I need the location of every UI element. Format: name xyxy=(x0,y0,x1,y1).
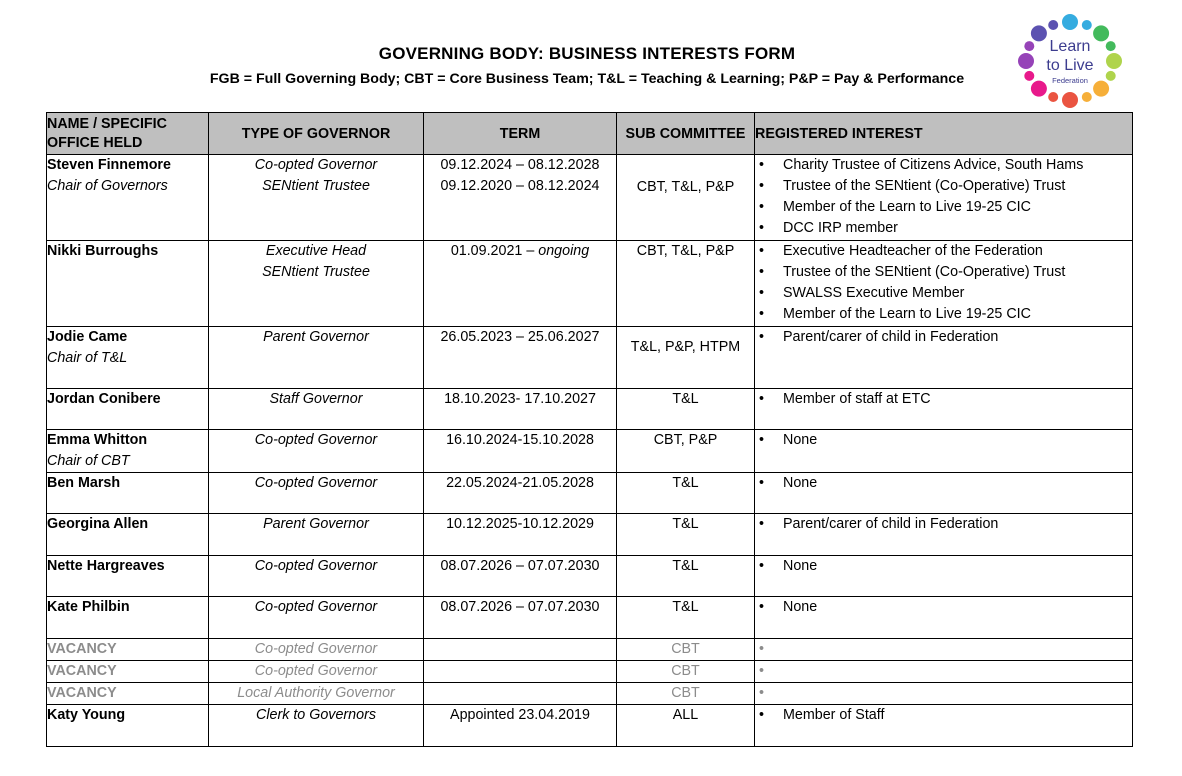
governor-name: Ben Marsh xyxy=(47,475,121,491)
registered-interest-cell xyxy=(755,683,1133,705)
type-cell xyxy=(209,597,424,639)
governor-name: Emma Whitton xyxy=(47,432,148,448)
vacancy-label: VACANCY xyxy=(47,663,117,679)
table-row-vacancy xyxy=(47,639,1133,661)
term-dates: 18.10.2023- 17.10.2027 xyxy=(444,391,596,407)
term-cell xyxy=(424,705,617,747)
svg-text:Federation: Federation xyxy=(1052,76,1088,85)
form-subtitle-legend: FGB = Full Governing Body; CBT = Core Business Team; T&L = Teaching & Learning; P&P = Pay & Performance xyxy=(209,71,965,87)
logo-bead xyxy=(1093,81,1109,97)
governor-type: Parent Governor xyxy=(263,516,369,532)
governor-name: Kate Philbin xyxy=(47,599,130,615)
sub-committee-cell xyxy=(617,155,755,241)
table-row xyxy=(47,705,1133,747)
registered-interest-cell xyxy=(755,705,1133,747)
name-cell xyxy=(47,639,209,661)
governor-name: Nikki Burroughs xyxy=(47,243,159,259)
sub-committee: CBT xyxy=(671,641,700,657)
table-row xyxy=(47,514,1133,556)
interest-item: • Member of Staff xyxy=(755,705,1132,726)
type-cell xyxy=(209,241,424,327)
term-dates: 08.07.2026 – 07.07.2030 xyxy=(440,599,600,615)
logo-bead xyxy=(1018,53,1034,69)
type-cell xyxy=(209,430,424,473)
sub-committee-cell xyxy=(617,514,755,556)
term-cell xyxy=(424,514,617,556)
governor-name: Jodie Came xyxy=(47,329,128,345)
type-cell xyxy=(209,705,424,747)
name-cell xyxy=(47,556,209,597)
office-held: Chair of CBT xyxy=(47,453,130,469)
sub-committee-cell xyxy=(617,327,755,389)
governor-type: Parent Governor xyxy=(263,329,369,345)
table-row xyxy=(47,473,1133,514)
registered-interest-cell xyxy=(755,389,1133,430)
header-term: TERM xyxy=(424,113,617,155)
term-cell xyxy=(424,597,617,639)
registered-interest-cell xyxy=(755,597,1133,639)
term-dates: 22.05.2024-21.05.2028 xyxy=(446,475,594,491)
sub-committee-cell xyxy=(617,430,755,473)
governor-type: Co-opted Governor xyxy=(254,641,378,657)
interest-item: • None xyxy=(755,556,1132,577)
table-row xyxy=(47,241,1133,327)
registered-interest-cell xyxy=(755,514,1133,556)
interest-item: • Charity Trustee of Citizens Advice, South Hams xyxy=(755,155,1132,176)
governor-type: Co-opted Governor xyxy=(254,558,378,574)
term-cell xyxy=(424,389,617,430)
name-cell xyxy=(47,327,209,389)
name-cell xyxy=(47,155,209,241)
table-row xyxy=(47,155,1133,241)
registered-interest-cell xyxy=(755,556,1133,597)
governor-name: Georgina Allen xyxy=(47,516,149,532)
form-header xyxy=(0,44,1174,87)
type-cell xyxy=(209,155,424,241)
table-row xyxy=(47,430,1133,473)
term-dates: 10.12.2025-10.12.2029 xyxy=(446,516,594,532)
sub-committee: T&L xyxy=(672,391,699,407)
name-cell xyxy=(47,683,209,705)
term-cell xyxy=(424,241,617,327)
term-cell xyxy=(424,327,617,389)
term-cell xyxy=(424,683,617,705)
sub-committee-cell xyxy=(617,473,755,514)
governor-type: Clerk to Governors xyxy=(256,707,376,723)
interest-item: • None xyxy=(755,597,1132,618)
governor-name: Jordan Conibere xyxy=(47,391,161,407)
type-cell xyxy=(209,514,424,556)
interest-item: • DCC IRP member xyxy=(755,218,1132,239)
table-row xyxy=(47,597,1133,639)
term-dates-secondary: 09.12.2020 – 08.12.2024 xyxy=(440,178,600,194)
office-held: Chair of T&L xyxy=(47,350,128,366)
header-registered-interest: REGISTERED INTEREST xyxy=(755,113,1133,155)
logo-bead xyxy=(1062,92,1078,108)
sub-committee-cell xyxy=(617,661,755,683)
sub-committee-cell xyxy=(617,241,755,327)
term-dates: 01.09.2021 – ongoing xyxy=(450,243,590,259)
logo-bead xyxy=(1031,81,1047,97)
sub-committee-cell xyxy=(617,683,755,705)
learn-to-live-federation-logo xyxy=(1018,12,1122,110)
sub-committee: CBT, T&L, P&P xyxy=(636,243,735,259)
interest-item: • Member of staff at ETC xyxy=(755,389,1132,410)
term-cell xyxy=(424,473,617,514)
logo-bead xyxy=(1048,92,1058,102)
sub-committee: T&L xyxy=(672,558,699,574)
governor-type-secondary: SENtient Trustee xyxy=(262,178,370,194)
governor-type-secondary: SENtient Trustee xyxy=(262,264,370,280)
term-dates: 09.12.2024 – 08.12.2028 xyxy=(440,157,600,173)
sub-committee-cell xyxy=(617,556,755,597)
registered-interest-cell xyxy=(755,661,1133,683)
interest-item: • Member of the Learn to Live 19-25 CIC xyxy=(755,197,1132,218)
registered-interest-cell xyxy=(755,155,1133,241)
type-cell xyxy=(209,639,424,661)
type-cell xyxy=(209,556,424,597)
registered-interest-cell xyxy=(755,327,1133,389)
interest-item: • SWALSS Executive Member xyxy=(755,283,1132,304)
term-dates: Appointed 23.04.2019 xyxy=(450,707,590,723)
name-cell xyxy=(47,514,209,556)
table-row-vacancy xyxy=(47,661,1133,683)
interest-item: • Member of the Learn to Live 19-25 CIC xyxy=(755,304,1132,325)
logo-bead xyxy=(1082,20,1092,30)
vacancy-label: VACANCY xyxy=(47,641,117,657)
form-title: GOVERNING BODY: BUSINESS INTERESTS FORM xyxy=(378,44,796,63)
interest-item: • None xyxy=(755,430,1132,451)
sub-committee: CBT, T&L, P&P xyxy=(636,179,735,195)
term-cell xyxy=(424,661,617,683)
type-cell xyxy=(209,661,424,683)
registered-interest-cell xyxy=(755,473,1133,514)
table-header-row xyxy=(47,113,1133,155)
interest-item: • None xyxy=(755,473,1132,494)
logo-bead xyxy=(1031,25,1047,41)
term-cell xyxy=(424,556,617,597)
svg-text:Learn: Learn xyxy=(1049,38,1091,55)
header-name-office: NAME / SPECIFIC OFFICE HELD xyxy=(47,113,209,155)
type-cell xyxy=(209,683,424,705)
interest-item: • Executive Headteacher of the Federation xyxy=(755,241,1132,262)
name-cell xyxy=(47,597,209,639)
business-interests-table xyxy=(46,112,1133,747)
governor-type: Co-opted Governor xyxy=(254,599,378,615)
name-cell xyxy=(47,705,209,747)
term-cell xyxy=(424,639,617,661)
sub-committee-cell xyxy=(617,639,755,661)
interest-item: • Trustee of the SENtient (Co-Operative) Trust xyxy=(755,176,1132,197)
sub-committee-cell xyxy=(617,597,755,639)
logo-bead xyxy=(1093,25,1109,41)
governor-type: Co-opted Governor xyxy=(254,432,378,448)
term-cell xyxy=(424,430,617,473)
registered-interest-cell xyxy=(755,241,1133,327)
sub-committee: T&L xyxy=(672,599,699,615)
logo-bead xyxy=(1048,20,1058,30)
interest-item: • Trustee of the SENtient (Co-Operative) Trust xyxy=(755,262,1132,283)
sub-committee-cell xyxy=(617,705,755,747)
registered-interest-cell xyxy=(755,430,1133,473)
logo-bead xyxy=(1024,71,1034,81)
term-dates: 08.07.2026 – 07.07.2030 xyxy=(440,558,600,574)
interest-item: • Parent/carer of child in Federation xyxy=(755,514,1132,535)
sub-committee-cell xyxy=(617,389,755,430)
sub-committee: T&L, P&P, HTPM xyxy=(630,339,741,355)
governor-name: Steven Finnemore xyxy=(47,157,171,173)
sub-committee: CBT, P&P xyxy=(653,432,718,448)
header-sub-committee: SUB COMMITTEE xyxy=(617,113,755,155)
sub-committee: T&L xyxy=(672,516,699,532)
table-row xyxy=(47,556,1133,597)
table-row xyxy=(47,389,1133,430)
term-dates: 26.05.2023 – 25.06.2027 xyxy=(440,329,600,345)
name-cell xyxy=(47,473,209,514)
sub-committee: T&L xyxy=(672,475,699,491)
governor-name: Katy Young xyxy=(47,707,126,723)
table-row-vacancy xyxy=(47,683,1133,705)
interest-item: • Parent/carer of child in Federation xyxy=(755,327,1132,348)
term-cell xyxy=(424,155,617,241)
type-cell xyxy=(209,473,424,514)
logo-bead xyxy=(1082,92,1092,102)
logo-bead xyxy=(1106,71,1116,81)
office-held: Chair of Governors xyxy=(47,178,168,194)
name-cell xyxy=(47,430,209,473)
name-cell xyxy=(47,661,209,683)
sub-committee: CBT xyxy=(671,663,700,679)
type-cell xyxy=(209,327,424,389)
logo-bead xyxy=(1062,14,1078,30)
sub-committee: ALL xyxy=(672,707,699,723)
sub-committee: CBT xyxy=(671,685,700,701)
governor-type: Co-opted Governor xyxy=(254,663,378,679)
name-cell xyxy=(47,241,209,327)
governor-type: Co-opted Governor xyxy=(254,475,378,491)
svg-text:to Live: to Live xyxy=(1046,57,1094,74)
name-cell xyxy=(47,389,209,430)
logo-bead xyxy=(1106,41,1116,51)
governor-type: Co-opted Governor xyxy=(254,157,378,173)
logo-bead xyxy=(1106,53,1122,69)
governor-type: Staff Governor xyxy=(269,391,363,407)
governor-type: Executive Head xyxy=(265,243,367,259)
term-dates: 16.10.2024-15.10.2028 xyxy=(446,432,594,448)
logo-bead xyxy=(1024,41,1034,51)
table-row xyxy=(47,327,1133,389)
header-type-of-governor: TYPE OF GOVERNOR xyxy=(209,113,424,155)
vacancy-label: VACANCY xyxy=(47,685,117,701)
governor-name: Nette Hargreaves xyxy=(47,558,165,574)
type-cell xyxy=(209,389,424,430)
registered-interest-cell xyxy=(755,639,1133,661)
governor-type: Local Authority Governor xyxy=(237,685,395,701)
